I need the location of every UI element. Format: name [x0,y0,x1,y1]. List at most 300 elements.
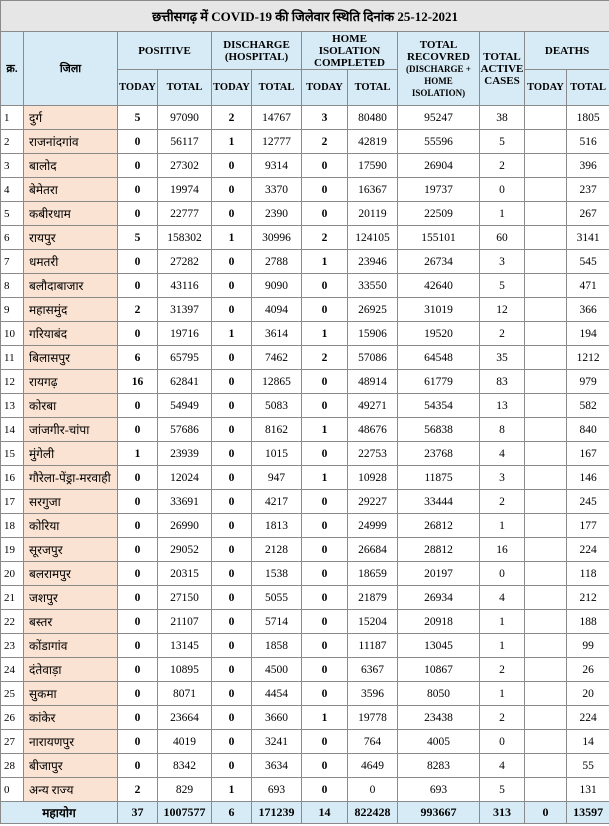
row-sno: 2 [1,130,24,154]
positive-total: 57686 [158,418,212,442]
deaths-total: 245 [567,490,609,514]
row-district: जांजगीर-चांपा [24,418,118,442]
positive-total: 19716 [158,322,212,346]
home-isolation-total: 49271 [348,394,398,418]
total-recovered: 61779 [398,370,480,394]
header-positive-today: TODAY [118,70,158,106]
discharge-total: 14767 [252,106,302,130]
discharge-total: 693 [252,778,302,802]
total-active: 313 [480,802,525,824]
home-isolation-today: 0 [302,394,348,418]
total-discharge-today: 6 [212,802,252,824]
home-isolation-today: 0 [302,634,348,658]
home-isolation-total: 16367 [348,178,398,202]
total-active: 5 [480,274,525,298]
total-active: 0 [480,562,525,586]
total-active: 5 [480,130,525,154]
table-row [1,322,609,346]
deaths-total: 146 [567,466,609,490]
deaths-today [525,418,567,442]
report-title: छत्तीसगढ़ में COVID-19 की जिलेवार स्थिति दिनांक 25-12-2021 [1,1,609,32]
row-sno: 9 [1,298,24,322]
deaths-total: 3141 [567,226,609,250]
table-row [1,778,609,802]
home-isolation-total: 48676 [348,418,398,442]
row-district: बस्तर [24,610,118,634]
total-recovered: 26934 [398,586,480,610]
deaths-total: 237 [567,178,609,202]
table-row [1,610,609,634]
positive-today: 0 [118,514,158,538]
deaths-total: 131 [567,778,609,802]
discharge-total: 947 [252,466,302,490]
total-recovered: 26734 [398,250,480,274]
deaths-total: 14 [567,730,609,754]
row-district: बलौदाबाजार [24,274,118,298]
total-active: 1 [480,634,525,658]
header-district: जिला [24,32,118,106]
discharge-total: 2788 [252,250,302,274]
total-active: 2 [480,322,525,346]
table-row [1,490,609,514]
discharge-total: 5714 [252,610,302,634]
home-isolation-today: 0 [302,202,348,226]
positive-today: 0 [118,178,158,202]
positive-total: 27282 [158,250,212,274]
row-district: नारायणपुर [24,730,118,754]
home-isolation-today: 0 [302,178,348,202]
positive-total: 8071 [158,682,212,706]
row-sno: 24 [1,658,24,682]
row-sno: 4 [1,178,24,202]
discharge-total: 7462 [252,346,302,370]
discharge-today: 0 [212,610,252,634]
deaths-total: 99 [567,634,609,658]
header-recovered-line4: HOME ISOLATION) [411,75,466,98]
home-isolation-today: 2 [302,346,348,370]
deaths-total: 194 [567,322,609,346]
positive-today: 2 [118,778,158,802]
row-district: महासमुंद [24,298,118,322]
total-active: 4 [480,442,525,466]
deaths-today [525,586,567,610]
positive-total: 31397 [158,298,212,322]
deaths-today [525,298,567,322]
home-isolation-total: 21879 [348,586,398,610]
total-recovered: 22509 [398,202,480,226]
deaths-today [525,274,567,298]
row-district: सरगुजा [24,490,118,514]
discharge-today: 0 [212,274,252,298]
deaths-today [525,754,567,778]
discharge-today: 0 [212,514,252,538]
deaths-total: 840 [567,418,609,442]
home-isolation-today: 0 [302,754,348,778]
row-district: धमतरी [24,250,118,274]
table-row [1,346,609,370]
total-active: 12 [480,298,525,322]
total-active: 1 [480,610,525,634]
positive-total: 10895 [158,658,212,682]
table-row [1,538,609,562]
positive-today: 1 [118,442,158,466]
total-recovered: 54354 [398,394,480,418]
positive-today: 0 [118,658,158,682]
total-recovered: 19520 [398,322,480,346]
discharge-total: 2390 [252,202,302,226]
home-isolation-total: 80480 [348,106,398,130]
home-isolation-today: 0 [302,154,348,178]
total-active: 2 [480,658,525,682]
row-sno: 16 [1,466,24,490]
row-sno: 14 [1,418,24,442]
home-isolation-total: 3596 [348,682,398,706]
positive-today: 0 [118,730,158,754]
header-deaths-total: TOTAL [567,70,609,106]
discharge-total: 4454 [252,682,302,706]
row-district: कोरबा [24,394,118,418]
home-isolation-total: 48914 [348,370,398,394]
table-row [1,370,609,394]
home-isolation-today: 0 [302,610,348,634]
header-total-recovered [398,32,480,106]
row-sno: 10 [1,322,24,346]
discharge-total: 9314 [252,154,302,178]
total-recovered: 993667 [398,802,480,824]
home-isolation-today: 0 [302,778,348,802]
total-active: 35 [480,346,525,370]
discharge-total: 30996 [252,226,302,250]
home-isolation-total: 26684 [348,538,398,562]
row-district: कोंडागांव [24,634,118,658]
total-active: 1 [480,682,525,706]
positive-total: 65795 [158,346,212,370]
header-home-line2: COMPLETED [314,56,385,69]
row-sno: 0 [1,778,24,802]
total-recovered: 26812 [398,514,480,538]
home-isolation-today: 1 [302,706,348,730]
positive-today: 0 [118,322,158,346]
table-row [1,634,609,658]
discharge-today: 0 [212,178,252,202]
home-isolation-today: 1 [302,466,348,490]
home-isolation-total: 11187 [348,634,398,658]
header-discharge-line2: (HOSPITAL) [224,50,289,63]
deaths-total: 20 [567,682,609,706]
discharge-total: 12865 [252,370,302,394]
positive-today: 6 [118,346,158,370]
home-isolation-total: 20119 [348,202,398,226]
header-discharge-line1: DISCHARGE [223,38,290,51]
row-district: मुंगेली [24,442,118,466]
positive-total: 23939 [158,442,212,466]
row-district: कबीरधाम [24,202,118,226]
row-sno: 3 [1,154,24,178]
total-active: 3 [480,466,525,490]
deaths-today [525,682,567,706]
home-isolation-total: 6367 [348,658,398,682]
row-district: राजनांदगांव [24,130,118,154]
row-sno: 18 [1,514,24,538]
table-row [1,754,609,778]
total-active: 1 [480,514,525,538]
home-isolation-total: 15204 [348,610,398,634]
discharge-today: 2 [212,106,252,130]
discharge-today: 1 [212,322,252,346]
discharge-today: 1 [212,778,252,802]
positive-total: 829 [158,778,212,802]
home-isolation-today: 0 [302,562,348,586]
home-isolation-total: 23946 [348,250,398,274]
discharge-total: 4217 [252,490,302,514]
discharge-today: 0 [212,298,252,322]
deaths-total: 26 [567,658,609,682]
deaths-today [525,394,567,418]
positive-today: 0 [118,610,158,634]
home-isolation-total: 17590 [348,154,398,178]
discharge-total: 3614 [252,322,302,346]
row-district: गरियाबंद [24,322,118,346]
table-row [1,130,609,154]
total-recovered: 155101 [398,226,480,250]
discharge-today: 0 [212,490,252,514]
header-home-isolation [302,32,398,70]
total-recovered: 42640 [398,274,480,298]
total-deaths-total: 13597 [567,802,609,824]
home-isolation-today: 0 [302,298,348,322]
positive-total: 56117 [158,130,212,154]
total-active: 13 [480,394,525,418]
total-active: 38 [480,106,525,130]
home-isolation-total: 42819 [348,130,398,154]
table-row [1,226,609,250]
row-sno: 15 [1,442,24,466]
discharge-total: 2128 [252,538,302,562]
discharge-today: 0 [212,634,252,658]
deaths-total: 1212 [567,346,609,370]
home-isolation-today: 1 [302,418,348,442]
deaths-today [525,562,567,586]
positive-total: 29052 [158,538,212,562]
positive-total: 21107 [158,610,212,634]
positive-today: 0 [118,634,158,658]
home-isolation-total: 10928 [348,466,398,490]
discharge-total: 4500 [252,658,302,682]
row-district: रायगढ़ [24,370,118,394]
deaths-total: 582 [567,394,609,418]
home-isolation-today: 0 [302,514,348,538]
deaths-today [525,490,567,514]
positive-total: 27150 [158,586,212,610]
table-row [1,178,609,202]
positive-today: 0 [118,394,158,418]
deaths-today [525,634,567,658]
home-isolation-today: 0 [302,274,348,298]
positive-total: 13145 [158,634,212,658]
deaths-today [525,514,567,538]
table-row [1,658,609,682]
discharge-total: 3370 [252,178,302,202]
total-active: 2 [480,706,525,730]
total-recovered: 23768 [398,442,480,466]
home-isolation-today: 0 [302,730,348,754]
positive-today: 0 [118,490,158,514]
header-recovered-line2: RECOVRED [407,50,470,63]
row-district: बीजापुर [24,754,118,778]
deaths-today [525,322,567,346]
row-sno: 20 [1,562,24,586]
header-active-line2: ACTIVE [480,62,524,75]
discharge-total: 1538 [252,562,302,586]
discharge-today: 1 [212,226,252,250]
positive-total: 22777 [158,202,212,226]
deaths-today [525,466,567,490]
discharge-today: 0 [212,658,252,682]
row-sno: 7 [1,250,24,274]
row-sno: 17 [1,490,24,514]
positive-total: 62841 [158,370,212,394]
header-active-line3: CASES [484,74,520,87]
total-active: 2 [480,490,525,514]
positive-today: 0 [118,202,158,226]
positive-today: 16 [118,370,158,394]
discharge-today: 0 [212,730,252,754]
table-row [1,418,609,442]
home-isolation-total: 124105 [348,226,398,250]
home-isolation-today: 2 [302,130,348,154]
discharge-today: 0 [212,418,252,442]
table-row [1,106,609,130]
table-row [1,298,609,322]
home-isolation-total: 24999 [348,514,398,538]
discharge-total: 5083 [252,394,302,418]
deaths-today [525,658,567,682]
total-active: 2 [480,154,525,178]
row-district: सूरजपुर [24,538,118,562]
total-active: 16 [480,538,525,562]
discharge-total: 3241 [252,730,302,754]
total-active: 5 [480,778,525,802]
home-isolation-today: 1 [302,322,348,346]
deaths-total: 979 [567,370,609,394]
positive-total: 97090 [158,106,212,130]
table-row [1,682,609,706]
row-district: गौरेला-पेंड्रा-मरवाही [24,466,118,490]
discharge-today: 0 [212,706,252,730]
total-active: 83 [480,370,525,394]
positive-today: 0 [118,682,158,706]
deaths-total: 224 [567,538,609,562]
discharge-total: 5055 [252,586,302,610]
total-active: 4 [480,586,525,610]
header-recovered-line3: (DISCHARGE + [406,63,471,74]
deaths-total: 167 [567,442,609,466]
home-isolation-total: 4649 [348,754,398,778]
discharge-today: 0 [212,586,252,610]
discharge-today: 0 [212,538,252,562]
discharge-today: 0 [212,466,252,490]
header-discharge [212,32,302,70]
total-recovered: 56838 [398,418,480,442]
home-isolation-total: 19778 [348,706,398,730]
grand-total-label: महायोग [1,802,118,824]
deaths-today [525,538,567,562]
home-isolation-today: 0 [302,586,348,610]
table-row [1,586,609,610]
discharge-today: 0 [212,754,252,778]
home-isolation-total: 15906 [348,322,398,346]
table-row [1,730,609,754]
row-district: बलरामपुर [24,562,118,586]
discharge-total: 8162 [252,418,302,442]
row-district: बालोद [24,154,118,178]
positive-today: 0 [118,250,158,274]
total-home-today: 14 [302,802,348,824]
home-isolation-today: 1 [302,250,348,274]
row-district: दंतेवाड़ा [24,658,118,682]
positive-total: 20315 [158,562,212,586]
total-recovered: 8050 [398,682,480,706]
positive-total: 12024 [158,466,212,490]
home-isolation-today: 0 [302,538,348,562]
home-isolation-total: 33550 [348,274,398,298]
positive-today: 0 [118,706,158,730]
header-home-today: TODAY [302,70,348,106]
home-isolation-total: 0 [348,778,398,802]
total-recovered: 693 [398,778,480,802]
row-district: दुर्ग [24,106,118,130]
table-row [1,514,609,538]
table-body [1,106,609,802]
deaths-today [525,178,567,202]
total-recovered: 33444 [398,490,480,514]
total-recovered: 13045 [398,634,480,658]
row-sno: 6 [1,226,24,250]
header-home-line1: HOME ISOLATION [318,32,381,57]
total-recovered: 55596 [398,130,480,154]
header-recovered-line1: TOTAL [419,38,458,51]
positive-today: 0 [118,418,158,442]
header-active-line1: TOTAL [483,50,521,63]
table-row [1,202,609,226]
row-sno: 11 [1,346,24,370]
home-isolation-total: 29227 [348,490,398,514]
discharge-today: 1 [212,130,252,154]
positive-total: 4019 [158,730,212,754]
deaths-total: 396 [567,154,609,178]
total-recovered: 20197 [398,562,480,586]
positive-total: 26990 [158,514,212,538]
home-isolation-total: 22753 [348,442,398,466]
positive-today: 2 [118,298,158,322]
positive-today: 0 [118,586,158,610]
table-row [1,274,609,298]
total-recovered: 31019 [398,298,480,322]
total-recovered: 95247 [398,106,480,130]
home-isolation-total: 26925 [348,298,398,322]
deaths-total: 177 [567,514,609,538]
deaths-total: 1805 [567,106,609,130]
deaths-total: 516 [567,130,609,154]
header-sno: क्र. [1,32,24,106]
positive-today: 0 [118,154,158,178]
row-sno: 27 [1,730,24,754]
row-district: सुकमा [24,682,118,706]
row-sno: 1 [1,106,24,130]
positive-total: 8342 [158,754,212,778]
home-isolation-today: 0 [302,370,348,394]
table-row [1,706,609,730]
